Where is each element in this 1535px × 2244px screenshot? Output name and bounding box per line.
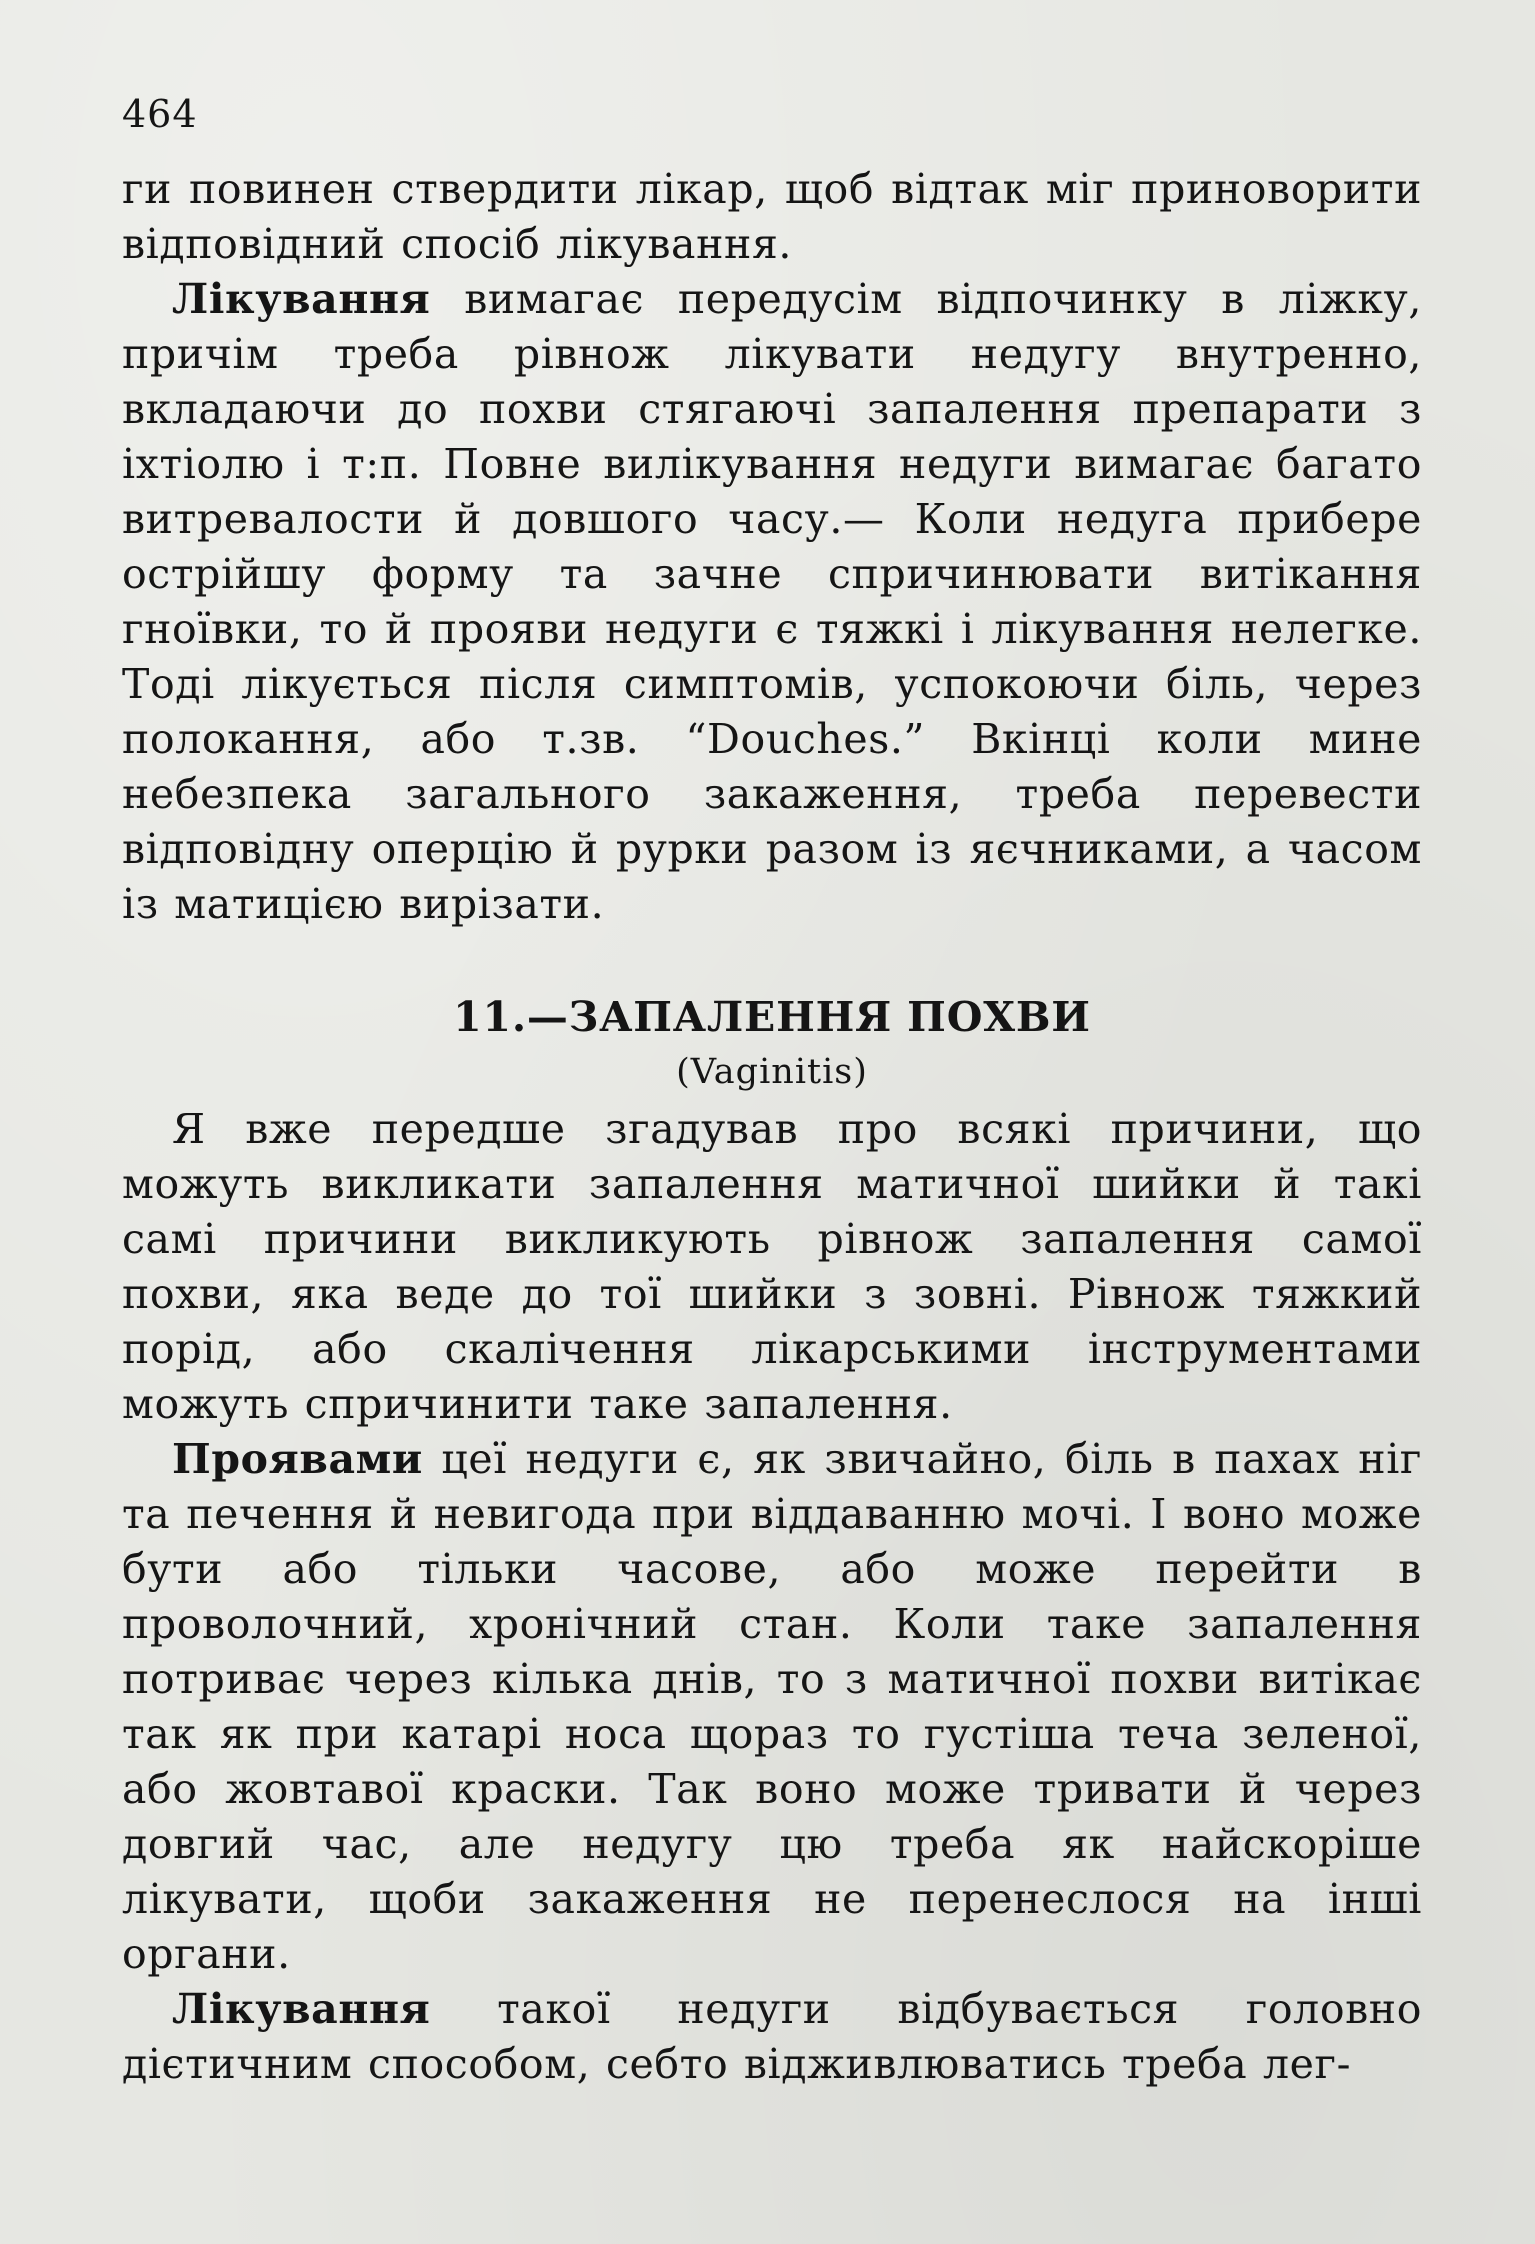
term-treatment-2: Лікування (172, 1985, 431, 2033)
section-title: 11.—ЗАПАЛЕННЯ ПОХВИ (453, 993, 1091, 1041)
book-page (122, 92, 1422, 2192)
bottom-text-block (122, 1102, 1422, 2092)
paragraph-symptoms (122, 1432, 1422, 1982)
paragraph-causes: Я вже передше згадував про всякі причини, що можуть викликати запалення матичної шийки й такі самі причини викликують рівнож запалення самої похви, яка веде до тої шийки з зовні. Рівнож тяжкий порід, або скалічення лікарськими інструментами можуть спричинити таке запалення. (122, 1105, 1422, 1428)
paragraph-treatment (122, 272, 1422, 932)
paragraph-treatment-text: вимагає передусім відпочинку в ліжку, причім треба рівнож лікувати недугу внутренно, вкладаючи до похви стягаючі запалення препарати з іхтіолю і т:п. Повне вилікування недуги вимагає багато витревалости й довшого часу.— Коли недуга прибере острійшу форму та зачне спричинювати витікання гноївки, то й прояви недуги є тяжкі і лікування нелегке. Тоді лікується після симптомів, успокоючи біль, через полокання, або т.зв. “Douches.” Вкінці коли мине небезпека загального закаження, треба перевести відповідну оперцію й рурки разом із яєчниками, а часом із матицією вирізати. (122, 275, 1422, 928)
paragraph-treatment-2-text: такої недуги відбувається головно дієтичним способом, себто відживлюватись треба лег- (122, 1985, 1422, 2088)
term-treatment: Лікування (172, 275, 431, 323)
paragraph-treatment-2 (122, 1982, 1422, 2092)
term-symptoms: Проявами (172, 1435, 423, 1483)
page-number: 464 (122, 92, 198, 136)
top-text-block (122, 162, 1422, 932)
paragraph-continuation: ги повинен ствердити лікар, щоб відтак міг приноворити відповідний спосіб лікування. (122, 165, 1422, 268)
paragraph-symptoms-text: цеї недуги є, як звичайно, біль в пахах ніг та печення й невигода при віддаванню мочі. І воно може бути або тільки часове, або може перейти в проволочний, хронічний стан. Коли таке запалення потриває через кілька днів, то з матичної похви витікає так як при катарі носа щораз то густіша теча зеленої, або жовтавої краски. Так воно може тривати й через довгий час, але недугу цю треба як найскоріше лікувати, щоби закаження не перенеслося на інші органи. (122, 1435, 1422, 1978)
section-subtitle: (Vaginitis) (676, 1052, 868, 1092)
